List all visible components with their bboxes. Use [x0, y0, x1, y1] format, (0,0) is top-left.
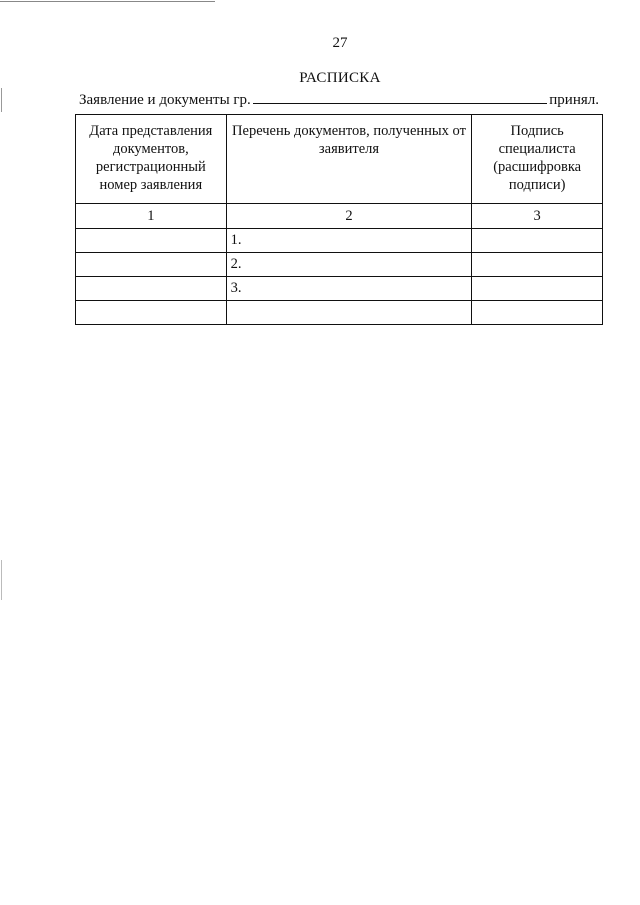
table-row: [76, 301, 603, 325]
page-number: 27: [332, 35, 348, 51]
document-cell: 2.: [226, 253, 472, 277]
intro-suffix: принял.: [549, 92, 599, 108]
intro-prefix: Заявление и документы гр.: [79, 92, 251, 108]
receipt-table: [75, 114, 603, 325]
date-cell: [76, 229, 227, 253]
column-number: 2: [226, 204, 472, 229]
scan-artifact-margin: [1, 560, 2, 600]
document-title: РАСПИСКА: [299, 70, 381, 86]
date-cell: [76, 301, 227, 325]
document-cell: 1.: [226, 229, 472, 253]
date-cell: [76, 253, 227, 277]
date-cell: [76, 277, 227, 301]
table-row: [76, 253, 603, 277]
table-row: [76, 229, 603, 253]
signature-cell: [472, 229, 603, 253]
signature-cell: [472, 301, 603, 325]
document-cell: [226, 301, 472, 325]
signature-cell: [472, 277, 603, 301]
column-number: 3: [472, 204, 603, 229]
document-cell: 3.: [226, 277, 472, 301]
column-number-row: [76, 204, 603, 229]
scan-artifact-line: [0, 1, 215, 2]
signature-cell: [472, 253, 603, 277]
header-documents: Перечень документов, полученных от заявителя: [226, 115, 472, 204]
scan-artifact-margin: [1, 88, 2, 112]
table-header-row: [76, 115, 603, 204]
column-number: 1: [76, 204, 227, 229]
intro-line: [79, 89, 599, 109]
header-date: Дата представления документов, регистрационный номер заявления: [76, 115, 227, 204]
header-signature: Подпись специалиста (расшифровка подписи): [472, 115, 603, 204]
applicant-name-blank: [253, 89, 547, 104]
table-row: [76, 277, 603, 301]
